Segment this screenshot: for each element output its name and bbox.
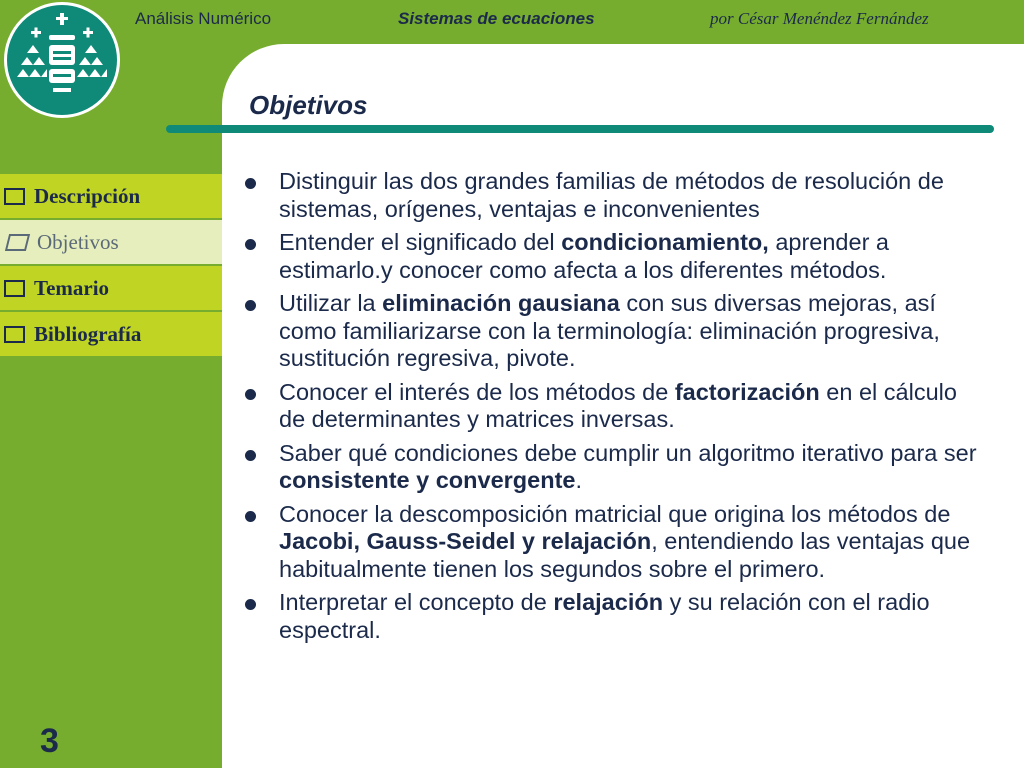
- objective-text: en el cálculo de determinantes y matrices inversas.: [279, 378, 957, 432]
- nav-item-label: Bibliografía: [34, 321, 142, 346]
- author-name: por César Menéndez Fernández: [710, 9, 929, 28]
- nav-item-descripcion[interactable]: [0, 174, 222, 218]
- objective-keyword: eliminación gausiana: [382, 290, 620, 316]
- folder-icon: [4, 280, 25, 297]
- objective-text: Conocer la descomposición matricial que origina los métodos de: [279, 500, 951, 527]
- objective-keyword: relajación: [553, 589, 664, 615]
- folder-open-icon: [5, 234, 30, 251]
- objective-item: [242, 589, 987, 644]
- topic-name: Sistemas de ecuaciones: [398, 9, 595, 28]
- objective-item: [242, 290, 987, 373]
- objective-text: y su relación con el radio espectral.: [279, 589, 930, 643]
- nav-item-temario[interactable]: [0, 266, 222, 310]
- objective-keyword: condicionamiento,: [561, 229, 769, 255]
- objective-text: Conocer el interés de los métodos de: [279, 378, 675, 405]
- sidebar-nav: [0, 174, 222, 358]
- university-seal-icon: [4, 2, 120, 118]
- objective-item: [242, 440, 987, 495]
- objective-item: [242, 379, 987, 434]
- title-divider: [166, 125, 994, 133]
- objective-text: Entender el significado del: [279, 229, 562, 255]
- objective-keyword: Jacobi, Gauss-Seidel y relajación: [279, 528, 652, 554]
- nav-item-label: Temario: [34, 275, 110, 300]
- nav-item-objetivos[interactable]: [0, 220, 222, 264]
- folder-icon: [4, 326, 25, 343]
- objective-text: .: [575, 467, 582, 493]
- objective-text: con sus diversas mejoras, así como familiarizarse con la terminología: eliminación progresiva, sustitución regresiva, pivote.: [279, 290, 940, 371]
- objective-keyword: consistente y convergente: [279, 467, 576, 493]
- objective-keyword: factorización: [674, 378, 820, 405]
- slide-header: [0, 0, 1024, 44]
- folder-icon: [4, 188, 25, 205]
- objective-item: [242, 501, 987, 584]
- nav-item-label: Descripción: [34, 183, 141, 208]
- objective-text: Saber qué condiciones debe cumplir un algoritmo iterativo para ser: [279, 439, 977, 466]
- page-title: Objetivos: [249, 90, 368, 120]
- objectives-list: [242, 168, 987, 650]
- objective-text: , entendiendo las ventajas que habitualmente tienen los segundos sobre el primero.: [279, 528, 971, 582]
- objective-text: Utilizar la: [279, 290, 383, 316]
- course-name: Análisis Numérico: [135, 9, 272, 28]
- nav-item-bibliografia[interactable]: [0, 312, 222, 356]
- objective-item: [242, 168, 987, 223]
- objective-text: Distinguir las dos grandes familias de métodos de resolución de sistemas, orígenes, ventajas e inconvenientes: [279, 168, 944, 222]
- objective-text: Interpretar el concepto de: [279, 589, 554, 615]
- slide-number: 3: [40, 722, 59, 760]
- nav-item-label: Objetivos: [37, 229, 119, 254]
- objective-item: [242, 229, 987, 284]
- objective-text: aprender a estimarlo.y conocer como afecta a los diferentes métodos.: [279, 229, 889, 283]
